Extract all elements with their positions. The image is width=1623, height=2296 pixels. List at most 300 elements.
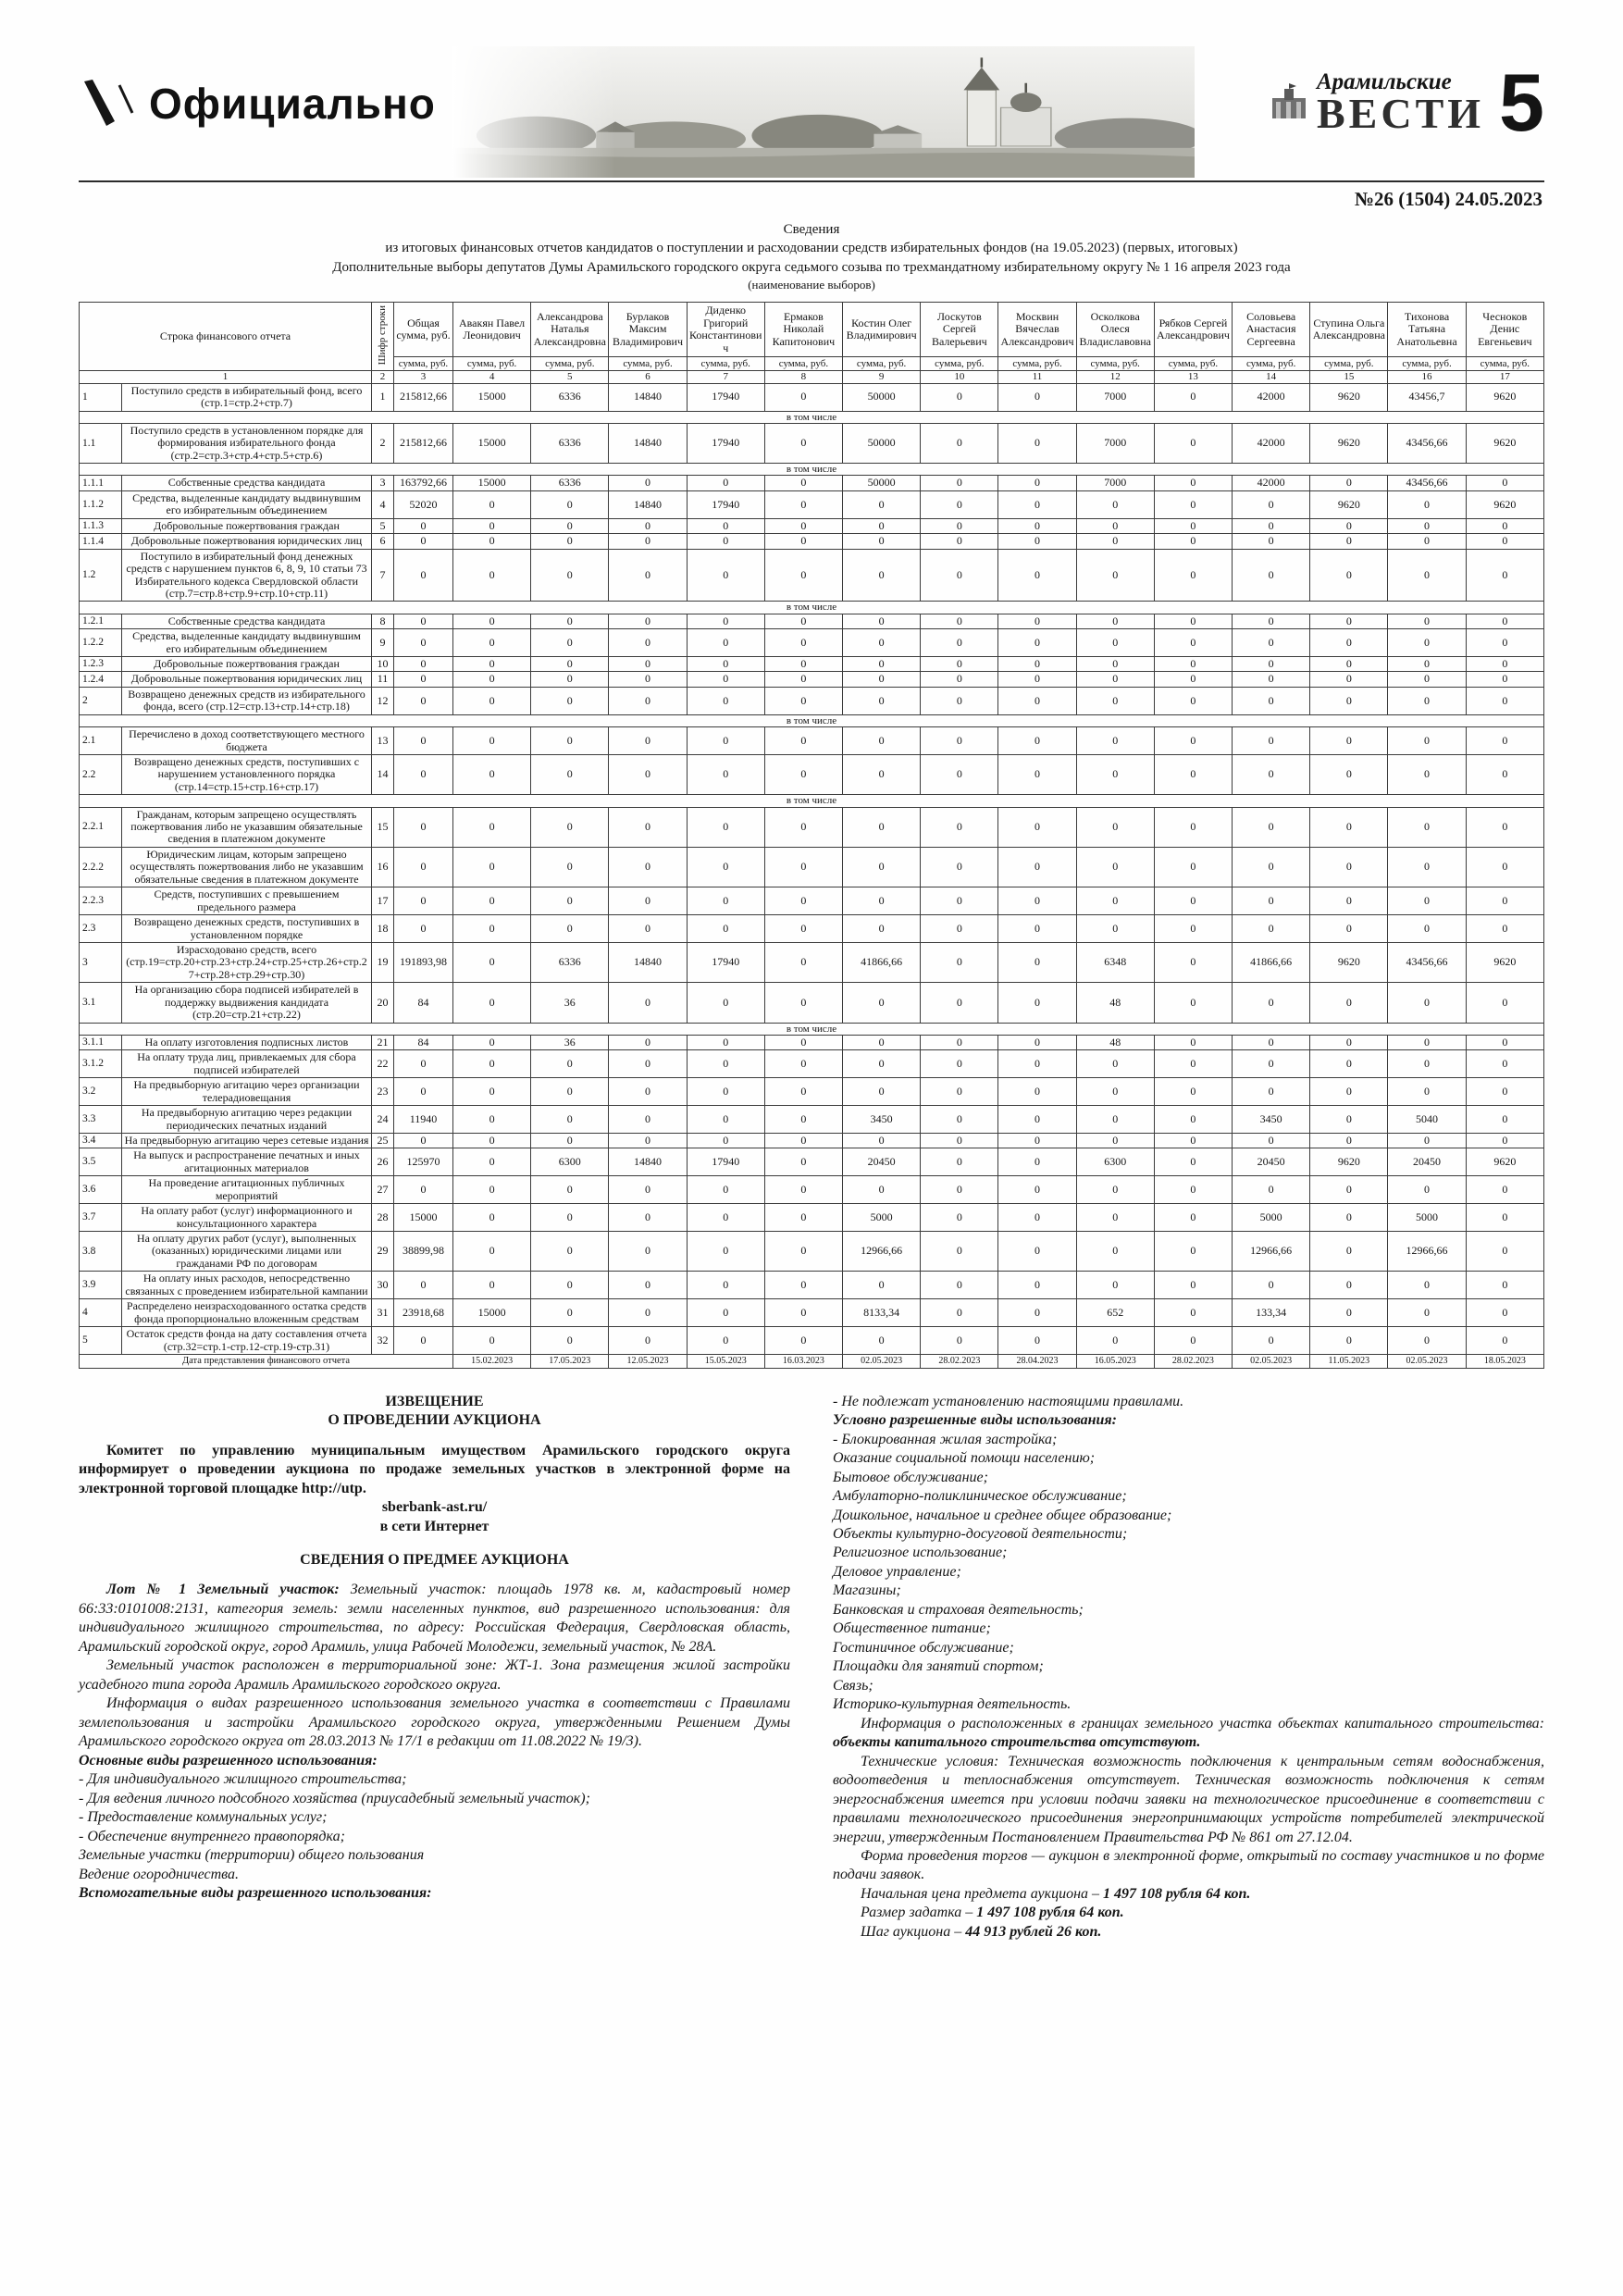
sum-subheader-cell: сумма, руб. <box>609 357 687 371</box>
row-value: 50000 <box>843 383 921 411</box>
row-value: 0 <box>531 727 609 755</box>
row-value: 0 <box>1310 629 1388 657</box>
row-code: 5 <box>80 1327 122 1355</box>
row-value: 0 <box>453 983 531 1023</box>
finance-table-head <box>80 303 1544 383</box>
auction-right-column <box>833 1393 1544 1942</box>
row-value: 215812,66 <box>394 383 453 411</box>
row-value: 0 <box>1076 754 1154 794</box>
row-value: 0 <box>687 754 764 794</box>
row-value: 0 <box>531 1232 609 1272</box>
auction-paragraph: Начальная цена предмета аукциона – 1 497 108 рубля 64 коп. <box>861 1885 1251 1902</box>
auction-paragraph: Форма проведения торгов — аукцион в электронной форме, открытый по составу участников и по форме подачи заявок. <box>833 1847 1544 1883</box>
row-value: 0 <box>394 915 453 943</box>
row-value: 0 <box>1310 1176 1388 1204</box>
row-value: 14840 <box>609 490 687 518</box>
col-header-candidate: Бурлаков Максим Владимирович <box>609 303 687 357</box>
row-value: 23918,68 <box>394 1299 453 1327</box>
row-value: 0 <box>921 983 998 1023</box>
col-header-candidate: Александрова Наталья Александровна <box>531 303 609 357</box>
col-header-candidate: Чесноков Денис Евгеньевич <box>1466 303 1543 357</box>
column-number-cell: 6 <box>609 371 687 383</box>
row-value: 0 <box>687 1299 764 1327</box>
row-value: 0 <box>531 887 609 915</box>
auction-paragraph: - Для индивидуального жилищного строительства; <box>79 1771 407 1788</box>
row-value: 0 <box>1154 1204 1232 1232</box>
row-value: 0 <box>1076 518 1154 533</box>
row-value: 36 <box>531 983 609 1023</box>
row-value: 0 <box>843 1035 921 1049</box>
row-value: 0 <box>998 807 1076 847</box>
row-value: 0 <box>764 1299 842 1327</box>
row-value: 0 <box>1233 983 1310 1023</box>
row-value: 12966,66 <box>843 1232 921 1272</box>
row-value: 0 <box>531 1272 609 1299</box>
row-value: 0 <box>453 1050 531 1078</box>
row-value: 0 <box>764 1050 842 1078</box>
row-value: 0 <box>1076 1078 1154 1106</box>
row-value: 0 <box>453 1176 531 1204</box>
row-value: 0 <box>921 1327 998 1355</box>
row-value: 14840 <box>609 423 687 463</box>
row-label: Добровольные пожертвования граждан <box>122 657 372 672</box>
row-value: 0 <box>394 847 453 887</box>
row-value: 7000 <box>1076 423 1154 463</box>
row-value: 0 <box>1310 727 1388 755</box>
auction-paragraph: Размер задатка – 1 497 108 рубля 64 коп. <box>861 1905 1124 1921</box>
row-value: 20450 <box>1233 1148 1310 1176</box>
report-row <box>80 1232 1544 1272</box>
row-value: 6300 <box>531 1148 609 1176</box>
row-value: 0 <box>609 847 687 887</box>
row-value: 0 <box>998 727 1076 755</box>
row-value: 0 <box>1154 887 1232 915</box>
report-row <box>80 549 1544 602</box>
row-value: 0 <box>1233 1035 1310 1049</box>
row-value: 15000 <box>453 423 531 463</box>
row-shifr: 11 <box>372 672 394 687</box>
row-value: 0 <box>609 887 687 915</box>
row-value: 0 <box>1233 672 1310 687</box>
row-value: 0 <box>1466 1204 1543 1232</box>
row-value: 0 <box>394 1272 453 1299</box>
row-shifr: 19 <box>372 942 394 982</box>
logo-crest-icon <box>1269 81 1309 122</box>
row-label: Израсходовано средств, всего (стр.19=стр.20+стр.23+стр.24+стр.25+стр.26+стр.27+стр.28+стр.29+стр.30) <box>122 942 372 982</box>
row-value: 0 <box>687 657 764 672</box>
report-row <box>80 534 1544 549</box>
row-value: 0 <box>1154 629 1232 657</box>
row-value: 0 <box>609 657 687 672</box>
row-code: 1.2.1 <box>80 614 122 628</box>
row-value: 0 <box>609 614 687 628</box>
auction-paragraph: О ПРОВЕДЕНИИ АУКЦИОНА <box>328 1412 541 1429</box>
row-value: 41866,66 <box>843 942 921 982</box>
row-value: 0 <box>453 490 531 518</box>
row-value: 6336 <box>531 476 609 490</box>
row-value: 0 <box>998 1035 1076 1049</box>
col-header-finance-row: Строка финансового отчета <box>80 303 372 371</box>
row-value: 0 <box>1388 887 1466 915</box>
row-value: 0 <box>1388 1299 1466 1327</box>
row-value: 0 <box>531 1176 609 1204</box>
column-number-cell: 1 <box>80 371 372 383</box>
row-value: 0 <box>998 490 1076 518</box>
row-value: 0 <box>453 942 531 982</box>
sum-subheader-cell: сумма, руб. <box>1310 357 1388 371</box>
row-value: 0 <box>921 518 998 533</box>
row-value: 14840 <box>609 942 687 982</box>
row-value: 0 <box>394 1078 453 1106</box>
row-code: 2 <box>80 687 122 714</box>
row-value: 9620 <box>1466 490 1543 518</box>
row-value: 0 <box>531 1078 609 1106</box>
row-value: 8133,34 <box>843 1299 921 1327</box>
auction-paragraph: Оказание социальной помощи населению; <box>833 1450 1096 1467</box>
auction-paragraph: Дошкольное, начальное и среднее общее образование; <box>833 1507 1172 1523</box>
row-value: 0 <box>1466 1106 1543 1134</box>
row-code: 2.1 <box>80 727 122 755</box>
row-value: 20450 <box>843 1148 921 1176</box>
row-value: 0 <box>1154 1133 1232 1148</box>
row-value: 0 <box>764 672 842 687</box>
row-value: 0 <box>687 887 764 915</box>
row-value: 0 <box>609 1272 687 1299</box>
row-value: 0 <box>453 1148 531 1176</box>
row-value: 43456,66 <box>1388 423 1466 463</box>
row-value: 0 <box>1233 807 1310 847</box>
row-value: 0 <box>1466 1133 1543 1148</box>
row-label: Распределено неизрасходованного остатка средств фонда пропорционально вложенным средствам <box>122 1299 372 1327</box>
row-value: 48 <box>1076 1035 1154 1049</box>
row-shifr: 32 <box>372 1327 394 1355</box>
auction-paragraph: Условно разрешенные виды использования: <box>833 1412 1117 1429</box>
row-label: Гражданам, которым запрещено осуществлять пожертвования либо не указавшим обязательные сведения в платежном документе <box>122 807 372 847</box>
row-shifr: 26 <box>372 1148 394 1176</box>
row-value: 0 <box>394 754 453 794</box>
row-value: 0 <box>921 1232 998 1272</box>
row-shifr: 8 <box>372 614 394 628</box>
row-value: 0 <box>687 1272 764 1299</box>
report-date: 02.05.2023 <box>843 1354 921 1368</box>
col-header-candidate: Рябков Сергей Александрович <box>1154 303 1232 357</box>
row-label: Перечислено в доход соответствующего местного бюджета <box>122 727 372 755</box>
row-value: 6348 <box>1076 942 1154 982</box>
row-value: 0 <box>1233 1078 1310 1106</box>
report-date: 12.05.2023 <box>609 1354 687 1368</box>
row-value: 0 <box>921 1078 998 1106</box>
row-value: 0 <box>843 687 921 714</box>
row-value: 215812,66 <box>394 423 453 463</box>
auction-paragraph: СВЕДЕНИЯ О ПРЕДМЕЕ АУКЦИОНА <box>300 1552 569 1569</box>
row-shifr: 18 <box>372 915 394 943</box>
row-value: 9620 <box>1466 423 1543 463</box>
row-value: 0 <box>1310 1078 1388 1106</box>
row-value: 0 <box>1076 727 1154 755</box>
report-row <box>80 807 1544 847</box>
row-value: 0 <box>1154 383 1232 411</box>
row-value: 0 <box>921 847 998 887</box>
row-value: 0 <box>1154 1299 1232 1327</box>
row-value: 0 <box>843 754 921 794</box>
sum-subheader-cell: сумма, руб. <box>531 357 609 371</box>
row-label: На оплату изготовления подписных листов <box>122 1035 372 1049</box>
row-value: 0 <box>921 383 998 411</box>
row-label: На предвыборную агитацию через организации телерадиовещания <box>122 1078 372 1106</box>
auction-paragraph: sberbank-ast.ru/ <box>381 1499 488 1516</box>
row-value: 0 <box>1076 1272 1154 1299</box>
row-value: 15000 <box>453 383 531 411</box>
row-value: 0 <box>1154 1035 1232 1049</box>
auction-paragraph: Историко-культурная деятельность. <box>833 1696 1072 1713</box>
report-row <box>80 1327 1544 1355</box>
row-value: 17940 <box>687 942 764 982</box>
row-value: 0 <box>453 847 531 887</box>
report-row <box>80 672 1544 687</box>
row-value: 0 <box>1233 754 1310 794</box>
row-value: 0 <box>1466 476 1543 490</box>
row-value: 0 <box>1233 1176 1310 1204</box>
row-value: 0 <box>1466 847 1543 887</box>
row-value: 0 <box>921 687 998 714</box>
row-value: 0 <box>687 1078 764 1106</box>
row-value: 0 <box>453 1106 531 1134</box>
col-header-candidate: Соловьева Анастасия Сергеевна <box>1233 303 1310 357</box>
row-value: 0 <box>1466 1327 1543 1355</box>
row-code: 2.2.2 <box>80 847 122 887</box>
row-shifr: 22 <box>372 1050 394 1078</box>
row-code: 2.2.3 <box>80 887 122 915</box>
auction-paragraph: Информация о расположенных в границах земельного участка объектах капитального строительства: объекты капитального строительства отсутствуют. <box>833 1715 1544 1751</box>
row-value: 0 <box>1076 1327 1154 1355</box>
row-value: 43456,7 <box>1388 383 1466 411</box>
row-value: 0 <box>453 1204 531 1232</box>
row-shifr: 6 <box>372 534 394 549</box>
report-row <box>80 1133 1544 1148</box>
row-value: 5000 <box>1233 1204 1310 1232</box>
auction-notice-section <box>79 1393 1544 1942</box>
auction-paragraph: Площадки для занятий спортом; <box>833 1658 1044 1675</box>
row-value: 0 <box>764 1204 842 1232</box>
row-shifr: 12 <box>372 687 394 714</box>
row-value: 50000 <box>843 423 921 463</box>
row-value: 0 <box>453 754 531 794</box>
row-shifr: 24 <box>372 1106 394 1134</box>
row-value: 0 <box>843 518 921 533</box>
row-label: Возвращено денежных средств из избирательного фонда, всего (стр.12=стр.13+стр.14+стр.18) <box>122 687 372 714</box>
row-shifr: 4 <box>372 490 394 518</box>
row-value: 0 <box>921 807 998 847</box>
row-value: 0 <box>921 1133 998 1148</box>
row-value: 0 <box>1388 1133 1466 1148</box>
column-number-cell: 8 <box>764 371 842 383</box>
sum-subheader-cell: сумма, руб. <box>687 357 764 371</box>
row-value: 0 <box>1233 657 1310 672</box>
report-row <box>80 1204 1544 1232</box>
row-value: 0 <box>1466 1050 1543 1078</box>
report-row <box>80 915 1544 943</box>
row-value: 0 <box>998 754 1076 794</box>
issue-info: №26 (1504) 24.05.2023 <box>1354 188 1542 210</box>
row-value: 0 <box>1388 983 1466 1023</box>
row-value: 0 <box>843 534 921 549</box>
sum-subheader-cell: сумма, руб. <box>1233 357 1310 371</box>
row-value: 0 <box>998 1272 1076 1299</box>
row-value: 0 <box>1466 754 1543 794</box>
row-value: 0 <box>1233 1133 1310 1148</box>
column-numbers-row <box>80 371 1544 383</box>
row-value: 0 <box>1154 423 1232 463</box>
row-value: 0 <box>687 1204 764 1232</box>
column-number-cell: 9 <box>843 371 921 383</box>
row-value: 0 <box>1154 754 1232 794</box>
row-value: 0 <box>609 1232 687 1272</box>
row-shifr: 30 <box>372 1272 394 1299</box>
row-value: 5000 <box>843 1204 921 1232</box>
row-value: 0 <box>1310 518 1388 533</box>
row-value: 133,34 <box>1233 1299 1310 1327</box>
row-value: 0 <box>687 1106 764 1134</box>
auction-paragraph: Технические условия: Техническая возможность подключения к центральным сетям водоснабжения, водоотведения и теплоснабжения отсутствует. Техническая возможность подключения к сетям энергоснабжения имеется при условии подачи заявки на технологическое присоединение в соответствии с правилами технологического присоединения энергопринимающих устройств потребителей электрической энергии, утвержденным Постановлением Правительства РФ № 861 от 27.12.04. <box>833 1753 1545 1845</box>
row-value: 0 <box>1154 807 1232 847</box>
row-value: 0 <box>921 614 998 628</box>
row-value: 0 <box>998 1106 1076 1134</box>
row-value: 0 <box>609 549 687 602</box>
sum-subheader-cell: сумма, руб. <box>1466 357 1543 371</box>
row-value: 0 <box>687 476 764 490</box>
row-value: 0 <box>764 1133 842 1148</box>
row-value: 0 <box>764 754 842 794</box>
row-value: 0 <box>1310 687 1388 714</box>
row-value: 0 <box>921 1050 998 1078</box>
row-value: 0 <box>687 807 764 847</box>
report-row <box>80 1299 1544 1327</box>
row-value: 0 <box>687 1035 764 1049</box>
row-value: 0 <box>1466 1078 1543 1106</box>
row-value: 0 <box>531 1327 609 1355</box>
row-value: 0 <box>921 423 998 463</box>
row-value: 0 <box>843 549 921 602</box>
row-value: 0 <box>609 1078 687 1106</box>
auction-paragraph: Амбулаторно-поликлиническое обслуживание; <box>833 1488 1127 1505</box>
auction-paragraph: Ведение огородничества. <box>79 1866 239 1882</box>
row-code: 1 <box>80 383 122 411</box>
row-value: 0 <box>1310 1050 1388 1078</box>
row-value: 0 <box>1310 534 1388 549</box>
auction-paragraph: - Для ведения личного подсобного хозяйства (приусадебный земельный участок); <box>79 1790 590 1806</box>
town-photo-image <box>452 46 1195 178</box>
row-value: 0 <box>1076 915 1154 943</box>
row-value: 14840 <box>609 1148 687 1176</box>
row-value: 52020 <box>394 490 453 518</box>
row-value: 0 <box>1466 629 1543 657</box>
row-value: 15000 <box>453 1299 531 1327</box>
row-value: 0 <box>1466 614 1543 628</box>
row-value: 0 <box>394 657 453 672</box>
row-value: 0 <box>1154 727 1232 755</box>
row-value: 0 <box>1310 915 1388 943</box>
col-header-candidate: Авакян Павел Леонидович <box>453 303 531 357</box>
brand-name-bottom: ВЕСТИ <box>1317 89 1485 137</box>
row-value: 0 <box>998 1176 1076 1204</box>
row-value: 0 <box>921 1176 998 1204</box>
row-code: 3.6 <box>80 1176 122 1204</box>
row-value: 0 <box>1466 807 1543 847</box>
report-date: 02.05.2023 <box>1388 1354 1466 1368</box>
row-code: 1.2 <box>80 549 122 602</box>
row-code: 3.3 <box>80 1106 122 1134</box>
finance-table-body <box>80 383 1544 1368</box>
row-value: 0 <box>1388 687 1466 714</box>
sum-subheader-cell: сумма, руб. <box>998 357 1076 371</box>
row-value: 0 <box>998 476 1076 490</box>
row-value: 0 <box>1233 614 1310 628</box>
row-value: 0 <box>843 614 921 628</box>
row-value: 0 <box>1466 983 1543 1023</box>
row-value: 0 <box>1233 727 1310 755</box>
row-value: 0 <box>531 807 609 847</box>
row-value: 15000 <box>453 476 531 490</box>
page-number: 5 <box>1499 56 1544 148</box>
row-value: 0 <box>764 1272 842 1299</box>
row-value: 0 <box>764 549 842 602</box>
row-shifr: 25 <box>372 1133 394 1148</box>
row-code: 3.1 <box>80 983 122 1023</box>
row-value: 0 <box>609 1204 687 1232</box>
row-value: 0 <box>1388 1272 1466 1299</box>
row-value: 0 <box>921 1148 998 1176</box>
report-titles <box>79 220 1544 292</box>
row-value: 0 <box>1233 887 1310 915</box>
row-value: 0 <box>921 1106 998 1134</box>
sum-subheader-cell: сумма, руб. <box>921 357 998 371</box>
row-value: 0 <box>1466 518 1543 533</box>
row-value: 0 <box>1388 672 1466 687</box>
row-value: 0 <box>843 727 921 755</box>
auction-paragraph: ИЗВЕЩЕНИЕ <box>385 1393 484 1409</box>
report-row <box>80 1272 1544 1299</box>
row-value: 0 <box>1076 1050 1154 1078</box>
report-row <box>80 1050 1544 1078</box>
row-value: 0 <box>1076 887 1154 915</box>
row-value: 0 <box>1154 672 1232 687</box>
row-value: 17940 <box>687 490 764 518</box>
row-code: 2.2.1 <box>80 807 122 847</box>
report-row <box>80 657 1544 672</box>
row-label: Возвращено денежных средств, поступивших с нарушением установленного порядка (стр.14=стр.15+стр.16+стр.17) <box>122 754 372 794</box>
row-value: 0 <box>843 1050 921 1078</box>
col-header-total: Общая сумма, руб. <box>394 303 453 357</box>
col-header-candidate: Ермаков Николай Капитонович <box>764 303 842 357</box>
row-code: 1.2.2 <box>80 629 122 657</box>
row-value: 5000 <box>1388 1204 1466 1232</box>
sum-subheader-cell: сумма, руб. <box>394 357 453 371</box>
row-value: 6300 <box>1076 1148 1154 1176</box>
subtotal-divider: в том числе <box>80 795 1544 807</box>
row-value: 36 <box>531 1035 609 1049</box>
row-value: 0 <box>998 614 1076 628</box>
row-value: 0 <box>1388 1050 1466 1078</box>
report-row <box>80 1148 1544 1176</box>
row-value: 0 <box>1310 1327 1388 1355</box>
row-value: 0 <box>1154 687 1232 714</box>
auction-paragraph: Объекты культурно-досуговой деятельности; <box>833 1526 1128 1543</box>
row-value: 0 <box>764 807 842 847</box>
auction-paragraph: Банковская и страховая деятельность; <box>833 1601 1084 1618</box>
row-value: 0 <box>609 915 687 943</box>
row-value: 0 <box>1310 1232 1388 1272</box>
row-value: 0 <box>764 614 842 628</box>
